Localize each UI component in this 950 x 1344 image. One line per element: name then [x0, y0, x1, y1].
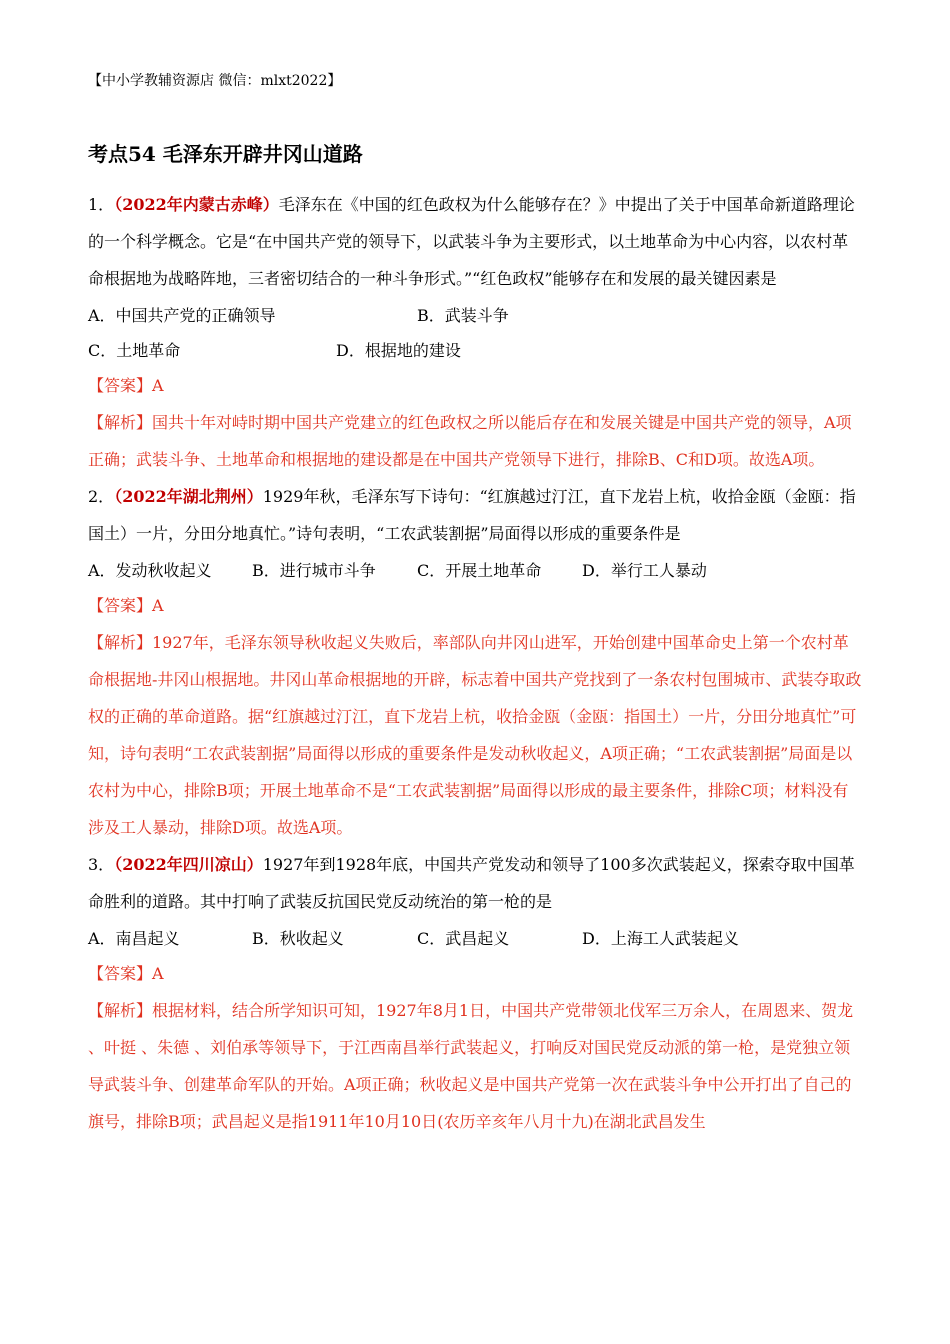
option-a: A．中国共产党的正确领导: [88, 306, 276, 325]
option-a: A．发动秋收起义: [88, 561, 212, 580]
question-source: （2022年内蒙古赤峰）: [114, 195, 279, 214]
answer-line: 【答案】A: [88, 376, 164, 395]
question-stem: [88, 846, 863, 920]
analysis-text: 【解析】国共十年对峙时期中国共产党建立的红色政权之所以能后存在和发展关键是中国共产党的领导，A项正确；武装斗争、土地革命和根据地的建设都是在中国共产党领导下进行，排除B、C和D项。故选A项。: [88, 413, 852, 469]
question-text: 毛泽东在《中国的红色政权为什么能够存在？》中提出了关于中国革命新道路理论的一个科学概念。它是“在中国共产党的领导下，以武装斗争为主要形式，以土地革命为中心内容，以农村革命根据地为战略阵地，三者密切结合的一种斗争形式。”“红色政权”能够存在和发展的最关键因素是: [88, 195, 855, 288]
question-text: 1929年秋，毛泽东写下诗句：“红旗越过汀江，直下龙岩上杭，收拾金瓯（金瓯：指国土）一片，分田分地真忙。”诗句表明，“工农武装割据”局面得以形成的重要条件是: [88, 487, 856, 543]
option-b: B．武装斗争: [417, 306, 509, 325]
option-c: C．武昌起义: [417, 929, 510, 948]
answer-line: 【答案】A: [88, 596, 164, 615]
options-row: [88, 332, 863, 367]
analysis-text: 【解析】根据材料，结合所学知识可知，1927年8月1日，中国共产党带领北伐军三万余人，在周恩来、贺龙 、叶挺 、朱德 、刘伯承等领导下，于江西南昌举行武装起义，打响反对国民党反动派的第一枪，是党独立领导武装斗争、创建革命军队的开始。A项正确；秋收起义是中国共产党第一次在武装斗争中公开打出了自己的旗号，排除B项；武昌起义是指1911年10月10日(农历辛亥年八月十九)在湖北武昌发生: [88, 1001, 854, 1131]
option-c: C．开展土地革命: [417, 561, 542, 580]
question-number: 2．: [88, 487, 115, 506]
question-stem: [88, 186, 863, 297]
question-number: 3．: [88, 855, 115, 874]
page-header: 【中小学教辅资源店 微信：mlxt2022】: [88, 73, 342, 89]
option-a: A．南昌起义: [88, 929, 180, 948]
question-source: （2022年四川凉山）: [114, 855, 263, 874]
question-number: 1．: [88, 195, 115, 214]
option-b: B．秋收起义: [252, 929, 344, 948]
question-source: （2022年湖北荆州）: [114, 487, 263, 506]
options-row: [88, 552, 863, 587]
option-d: D．根据地的建设: [336, 341, 461, 360]
questions-list: [88, 186, 863, 1140]
option-b: B．进行城市斗争: [252, 561, 376, 580]
analysis-text: 【解析】1927年，毛泽东领导秋收起义失败后，率部队向井冈山进军，开始创建中国革命史上第一个农村革命根据地-井冈山根据地。井冈山革命根据地的开辟，标志着中国共产党找到了一条农村包围城市、武装夺取政权的正确的革命道路。据“红旗越过汀江，直下龙岩上杭，收拾金瓯（金瓯：指国土）一片，分田分地真忙”可知，诗句表明“工农武装割据”局面得以形成的重要条件是发动秋收起义，A项正确；“工农武装割据”局面是以农村为中心，排除B项；开展土地革命不是“工农武装割据”局面得以形成的最主要条件，排除C项；材料没有涉及工人暴动，排除D项。故选A项。: [88, 633, 862, 837]
option-d: D．举行工人暴动: [582, 561, 707, 580]
page-title: 考点54 毛泽东开辟井冈山道路: [88, 142, 363, 166]
option-d: D．上海工人武装起义: [582, 929, 739, 948]
options-row: [88, 920, 863, 955]
answer-line: 【答案】A: [88, 964, 164, 983]
question-stem: [88, 478, 863, 552]
options-row: [88, 297, 863, 332]
option-c: C．土地革命: [88, 341, 181, 360]
question-text: 1927年到1928年底，中国共产党发动和领导了100多次武装起义，探索夺取中国革命胜利的道路。其中打响了武装反抗国民党反动统治的第一枪的是: [88, 855, 855, 911]
